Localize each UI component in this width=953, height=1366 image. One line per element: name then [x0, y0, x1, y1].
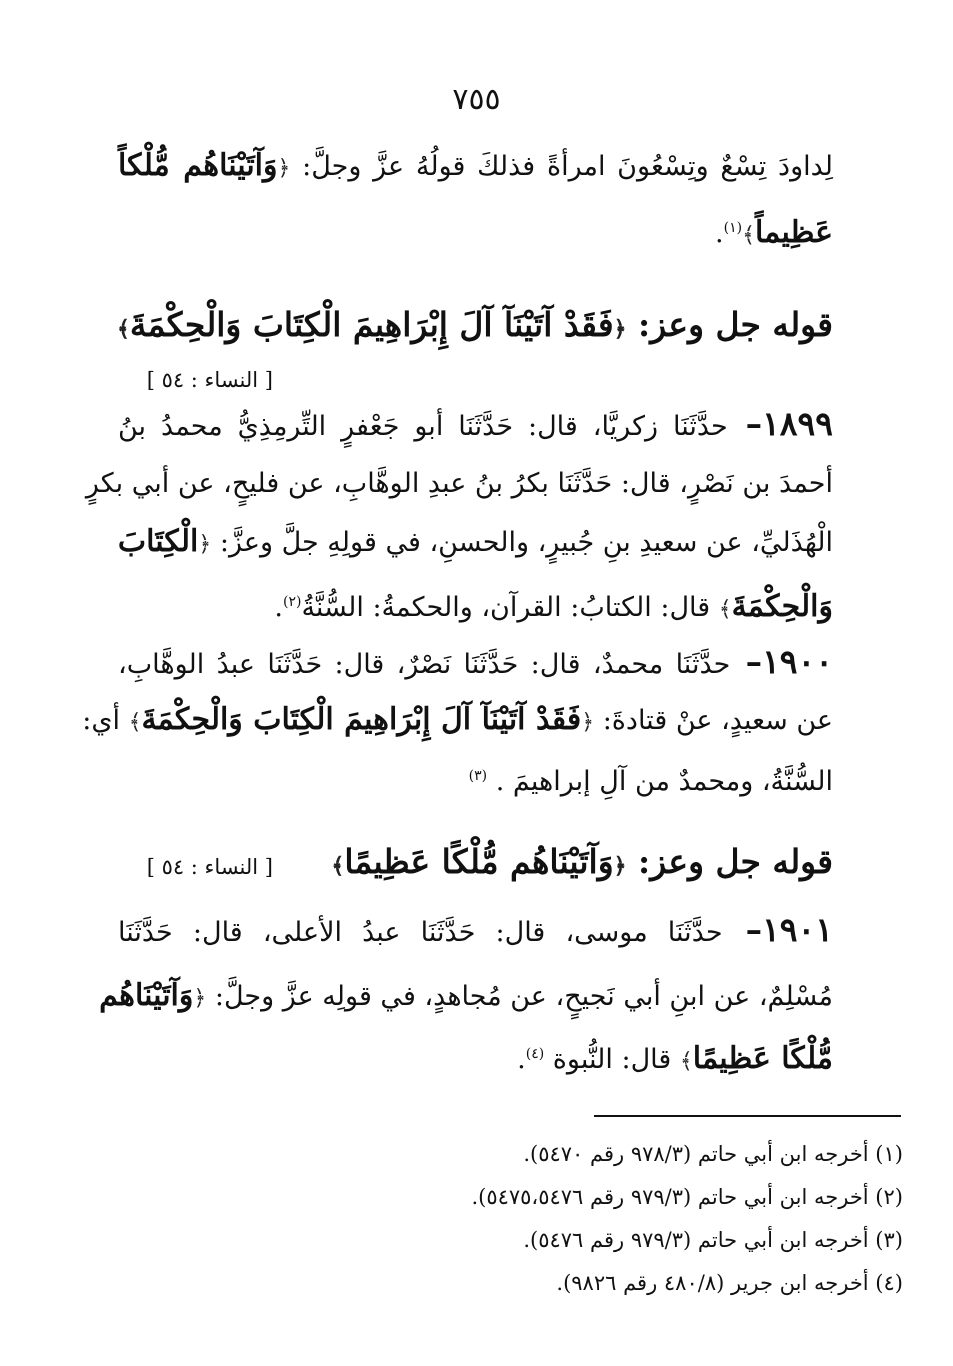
ornament-open-icon: ﴿	[613, 853, 627, 879]
quran-quote: مُّلْكًا عَظِيمًا	[692, 1041, 833, 1076]
hadith-text: عن سعيدٍ، عنْ قتادةَ:	[594, 705, 833, 736]
footnote-1: (١) أخرجه ابن أبي حاتم (٩٧٨/٣ رقم ٥٤٧٠).	[523, 1142, 903, 1166]
hadith-dash: –	[722, 910, 763, 949]
hadith-1901-line-3	[118, 1034, 833, 1082]
hadith-text: حدَّثَنَا موسى، قال: حَدَّثَنَا عبدُ الأعلى، قال: حَدَّثَنَا	[118, 917, 723, 948]
quran-quote: وَآتَيْنَاهُم مُّلْكاً	[118, 148, 278, 183]
hadith-1899-line-3	[118, 522, 833, 565]
hadith-number: ١٩٠١	[762, 910, 833, 949]
quran-quote: فَقَدْ آتَيْنَآ آلَ إِبْرَاهِيمَ الْكِتَابَ وَالْحِكْمَةَ	[141, 702, 582, 737]
ornament-open-icon: ﴿	[277, 156, 291, 181]
surah-reference: [ النساء : ٥٤ ]	[146, 368, 273, 392]
page-number: ٧٥٥	[452, 82, 501, 117]
hadith-1901-line-2	[99, 976, 833, 1019]
ornament-close-icon: ﴾	[679, 1049, 693, 1074]
hadith-1900-line-3	[118, 756, 833, 802]
section-heading	[331, 842, 833, 881]
ornament-close-icon: ﴾	[331, 853, 345, 879]
ornament-close-icon: ﴾	[718, 597, 732, 622]
heading-lead: قوله جل وعز:	[626, 305, 833, 344]
hadith-text: حدَّثَنَا محمدٌ، قال: حَدَّثَنَا نَصْرٌ، قال: حَدَّثَنَا عبدُ الوهَّابِ،	[118, 649, 731, 680]
footnote-marker: (١)	[723, 220, 743, 236]
hadith-text: قال: الكتابُ: القرآن، والحكمةُ: السُّنَّةُ	[301, 592, 719, 623]
hadith-text: قال: النُّبوة	[544, 1044, 680, 1075]
hadith-1899-line-2: أحمدَ بن نَصْرٍ، قال: حَدَّثَنَا بكرُ بنُ عبدِ الوهَّابِ، عن فليحٍ، عن أبي بكرٍ	[85, 468, 833, 499]
hadith-1901-line-1	[118, 910, 833, 953]
intro-text: لِداودَ تِسْعٌ وتِسْعُونَ امرأةً فذلكَ قولُهُ عزَّ وجلَّ:	[290, 151, 834, 182]
hadith-text: مُسْلِمٌ، عن ابنِ أبي نَجيحٍ، عن مُجاهدٍ، في قولِه عزَّ وجلَّ:	[206, 981, 833, 1012]
footnote-2: (٢) أخرجه ابن أبي حاتم (٩٧٩/٣ رقم ٥٤٧٥،٥٤٧٦).	[471, 1185, 903, 1209]
period: .	[274, 592, 283, 623]
ornament-close-icon: ﴾	[742, 223, 755, 248]
hadith-text: أي:	[82, 705, 129, 736]
ornament-open-icon: ﴿	[198, 532, 212, 557]
heading-quran: فَقَدْ آتَيْنَآ آلَ إِبْرَاهِيمَ الْكِتَابَ وَالْحِكْمَةَ	[129, 305, 614, 344]
intro-line-1	[118, 146, 833, 189]
quran-quote: وَآتَيْنَاهُم	[99, 978, 194, 1013]
ornament-open-icon: ﴿	[613, 316, 627, 342]
hadith-text: حدَّثَنَا زكريَّا، قال: حَدَّثَنَا أبو جَعْفرٍ التِّرمِذِيُّ محمدُ بنُ	[118, 411, 728, 442]
ornament-open-icon: ﴿	[581, 710, 595, 735]
footnote-3: (٣) أخرجه ابن أبي حاتم (٩٧٩/٣ رقم ٥٤٧٦).	[523, 1228, 903, 1252]
footnote-marker: (٢)	[282, 594, 302, 610]
footnote-marker: (٣)	[468, 768, 488, 784]
section-heading	[118, 305, 833, 344]
hadith-1900-line-2	[82, 700, 833, 743]
ornament-open-icon: ﴿	[193, 986, 207, 1011]
ornament-close-icon: ﴾	[117, 316, 130, 342]
heading-quran: وَآتَيْنَاهُم مُّلْكًا عَظِيمًا	[344, 842, 614, 881]
hadith-number: ١٩٠٠	[762, 642, 833, 681]
hadith-text: الْهُذَليِّ، عن سعيدِ بنِ جُبيرٍ، والحسنِ، في قولِهِ جلَّ وعزَّ:	[211, 527, 833, 558]
hadith-dash: –	[727, 404, 763, 443]
hadith-1899-line-4	[118, 582, 833, 630]
hadith-number: ١٨٩٩	[762, 404, 833, 443]
surah-reference: [ النساء : ٥٤ ]	[146, 855, 273, 879]
footnote-marker: (٤)	[525, 1046, 545, 1062]
hadith-1900-line-1	[118, 642, 833, 685]
quran-quote: عَظِيماً	[754, 215, 833, 250]
quran-quote: وَالْحِكْمَةَ	[731, 589, 833, 624]
period: .	[517, 1044, 526, 1075]
intro-line-2	[118, 208, 833, 256]
hadith-dash: –	[730, 642, 763, 681]
hadith-1899-line-1	[118, 404, 833, 447]
quran-quote: الْكِتَابَ	[117, 524, 199, 559]
ornament-close-icon: ﴾	[128, 710, 142, 735]
footnote-4: (٤) أخرجه ابن جرير (٤٨٠/٨ رقم ٩٨٢٦).	[556, 1271, 903, 1295]
period: .	[715, 218, 724, 249]
hadith-text: السُّنَّةُ، ومحمدٌ من آلِ إبراهيمَ .	[487, 766, 833, 797]
footnote-divider	[594, 1115, 901, 1117]
heading-lead: قوله جل وعز:	[626, 842, 833, 881]
